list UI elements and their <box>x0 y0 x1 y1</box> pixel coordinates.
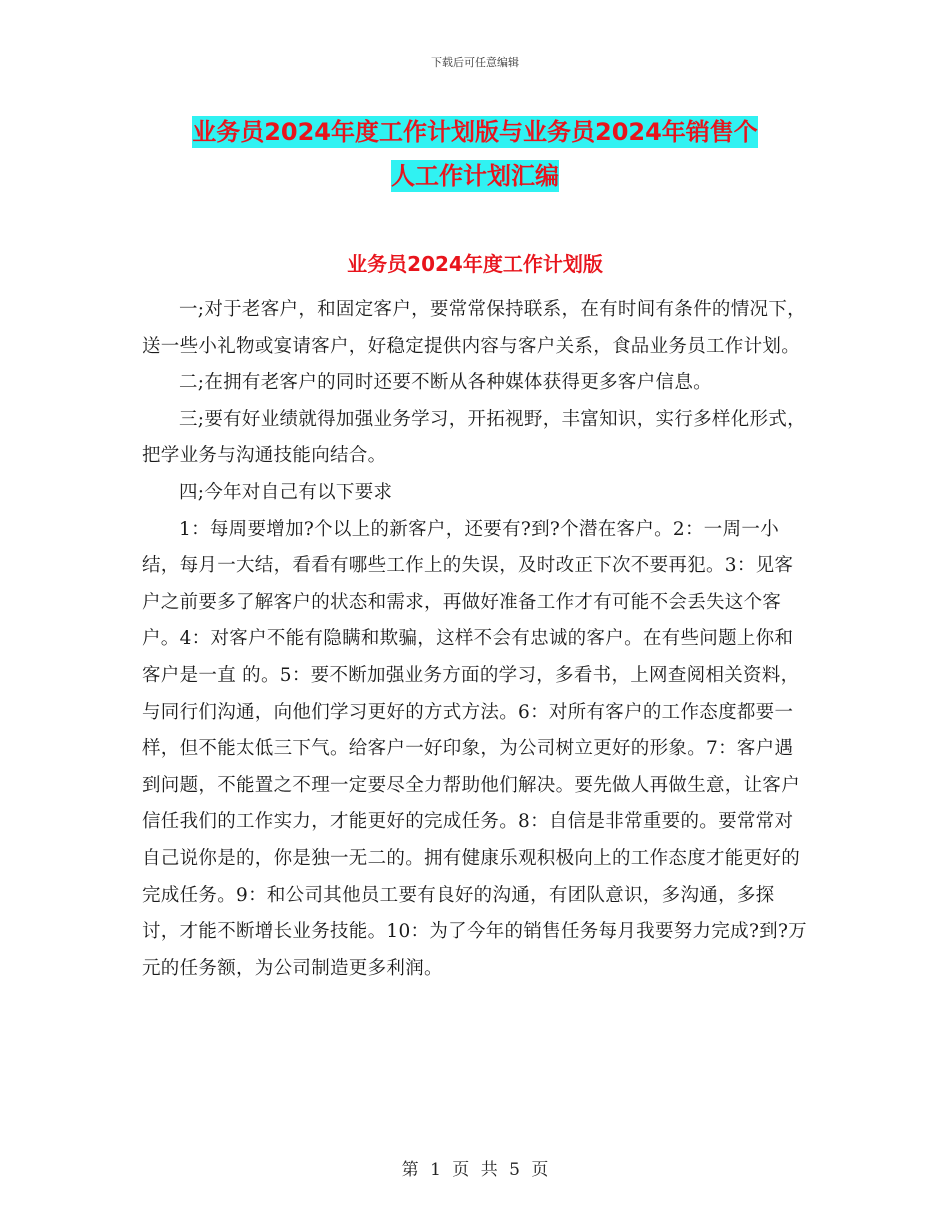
paragraph-5: 1：每周要增加?个以上的新客户，还要有?到?个潜在客户。2：一周一小结，每月一大结，看看有哪些工作上的失误，及时改正下次不要再犯。3：见客户之前要多了解客户的状态和需求，再做好准备工作才有可能不会丢失这个客户。4：对客户不能有隐瞒和欺骗，这样不会有忠诚的客户。在有些问题上你和客户是一直 的。5：要不断加强业务方面的学习，多看书，上网查阅相关资料，与同行们沟通，向他们学习更好的方式方法。6：对所有客户的工作态度都要一样，但不能太低三下气。给客户一好印象，为公司树立更好的形象。7：客户遇到问题，不能置之不理一定要尽全力帮助他们解决。要先做人再做生意，让客户信任我们的工作实力，才能更好的完成任务。8：自信是非常重要的。要常常对自己说你是的，你是独一无二的。拥有健康乐观积极向上的工作态度才能更好的完成任务。9：和公司其他员工要有良好的沟通，有团队意识，多沟通，多探讨，才能不断增长业务技能。10：为了今年的销售任务每月我要努力完成?到?万元的任务额，为公司制造更多利润。 <box>142 518 807 979</box>
document-title <box>140 110 810 198</box>
page-footer: 第 1 页 共 5 页 <box>401 1160 549 1180</box>
document-title-line-2: 人工作计划汇编 <box>391 162 559 190</box>
document-title-line-1: 业务员2024年度工作计划版与业务员2024年销售个 <box>192 118 758 146</box>
body-text <box>142 292 810 987</box>
paragraph-4: 四;今年对自己有以下要求 <box>179 481 393 503</box>
section-title: 业务员2024年度工作计划版 <box>347 252 603 276</box>
paragraph-3: 三;要有好业绩就得加强业务学习，开拓视野，丰富知识，实行多样化形式，把学业务与沟通技能向结合。 <box>142 408 806 467</box>
paragraph-2: 二;在拥有老客户的同时还要不断从各种媒体获得更多客户信息。 <box>179 372 712 394</box>
paragraph-1: 一;对于老客户，和固定客户，要常常保持联系，在有时间有条件的情况下，送一些小礼物或宴请客户，好稳定提供内容与客户关系，食品业务员工作计划。 <box>142 299 806 357</box>
header-note: 下载后可任意编辑 <box>431 56 519 69</box>
